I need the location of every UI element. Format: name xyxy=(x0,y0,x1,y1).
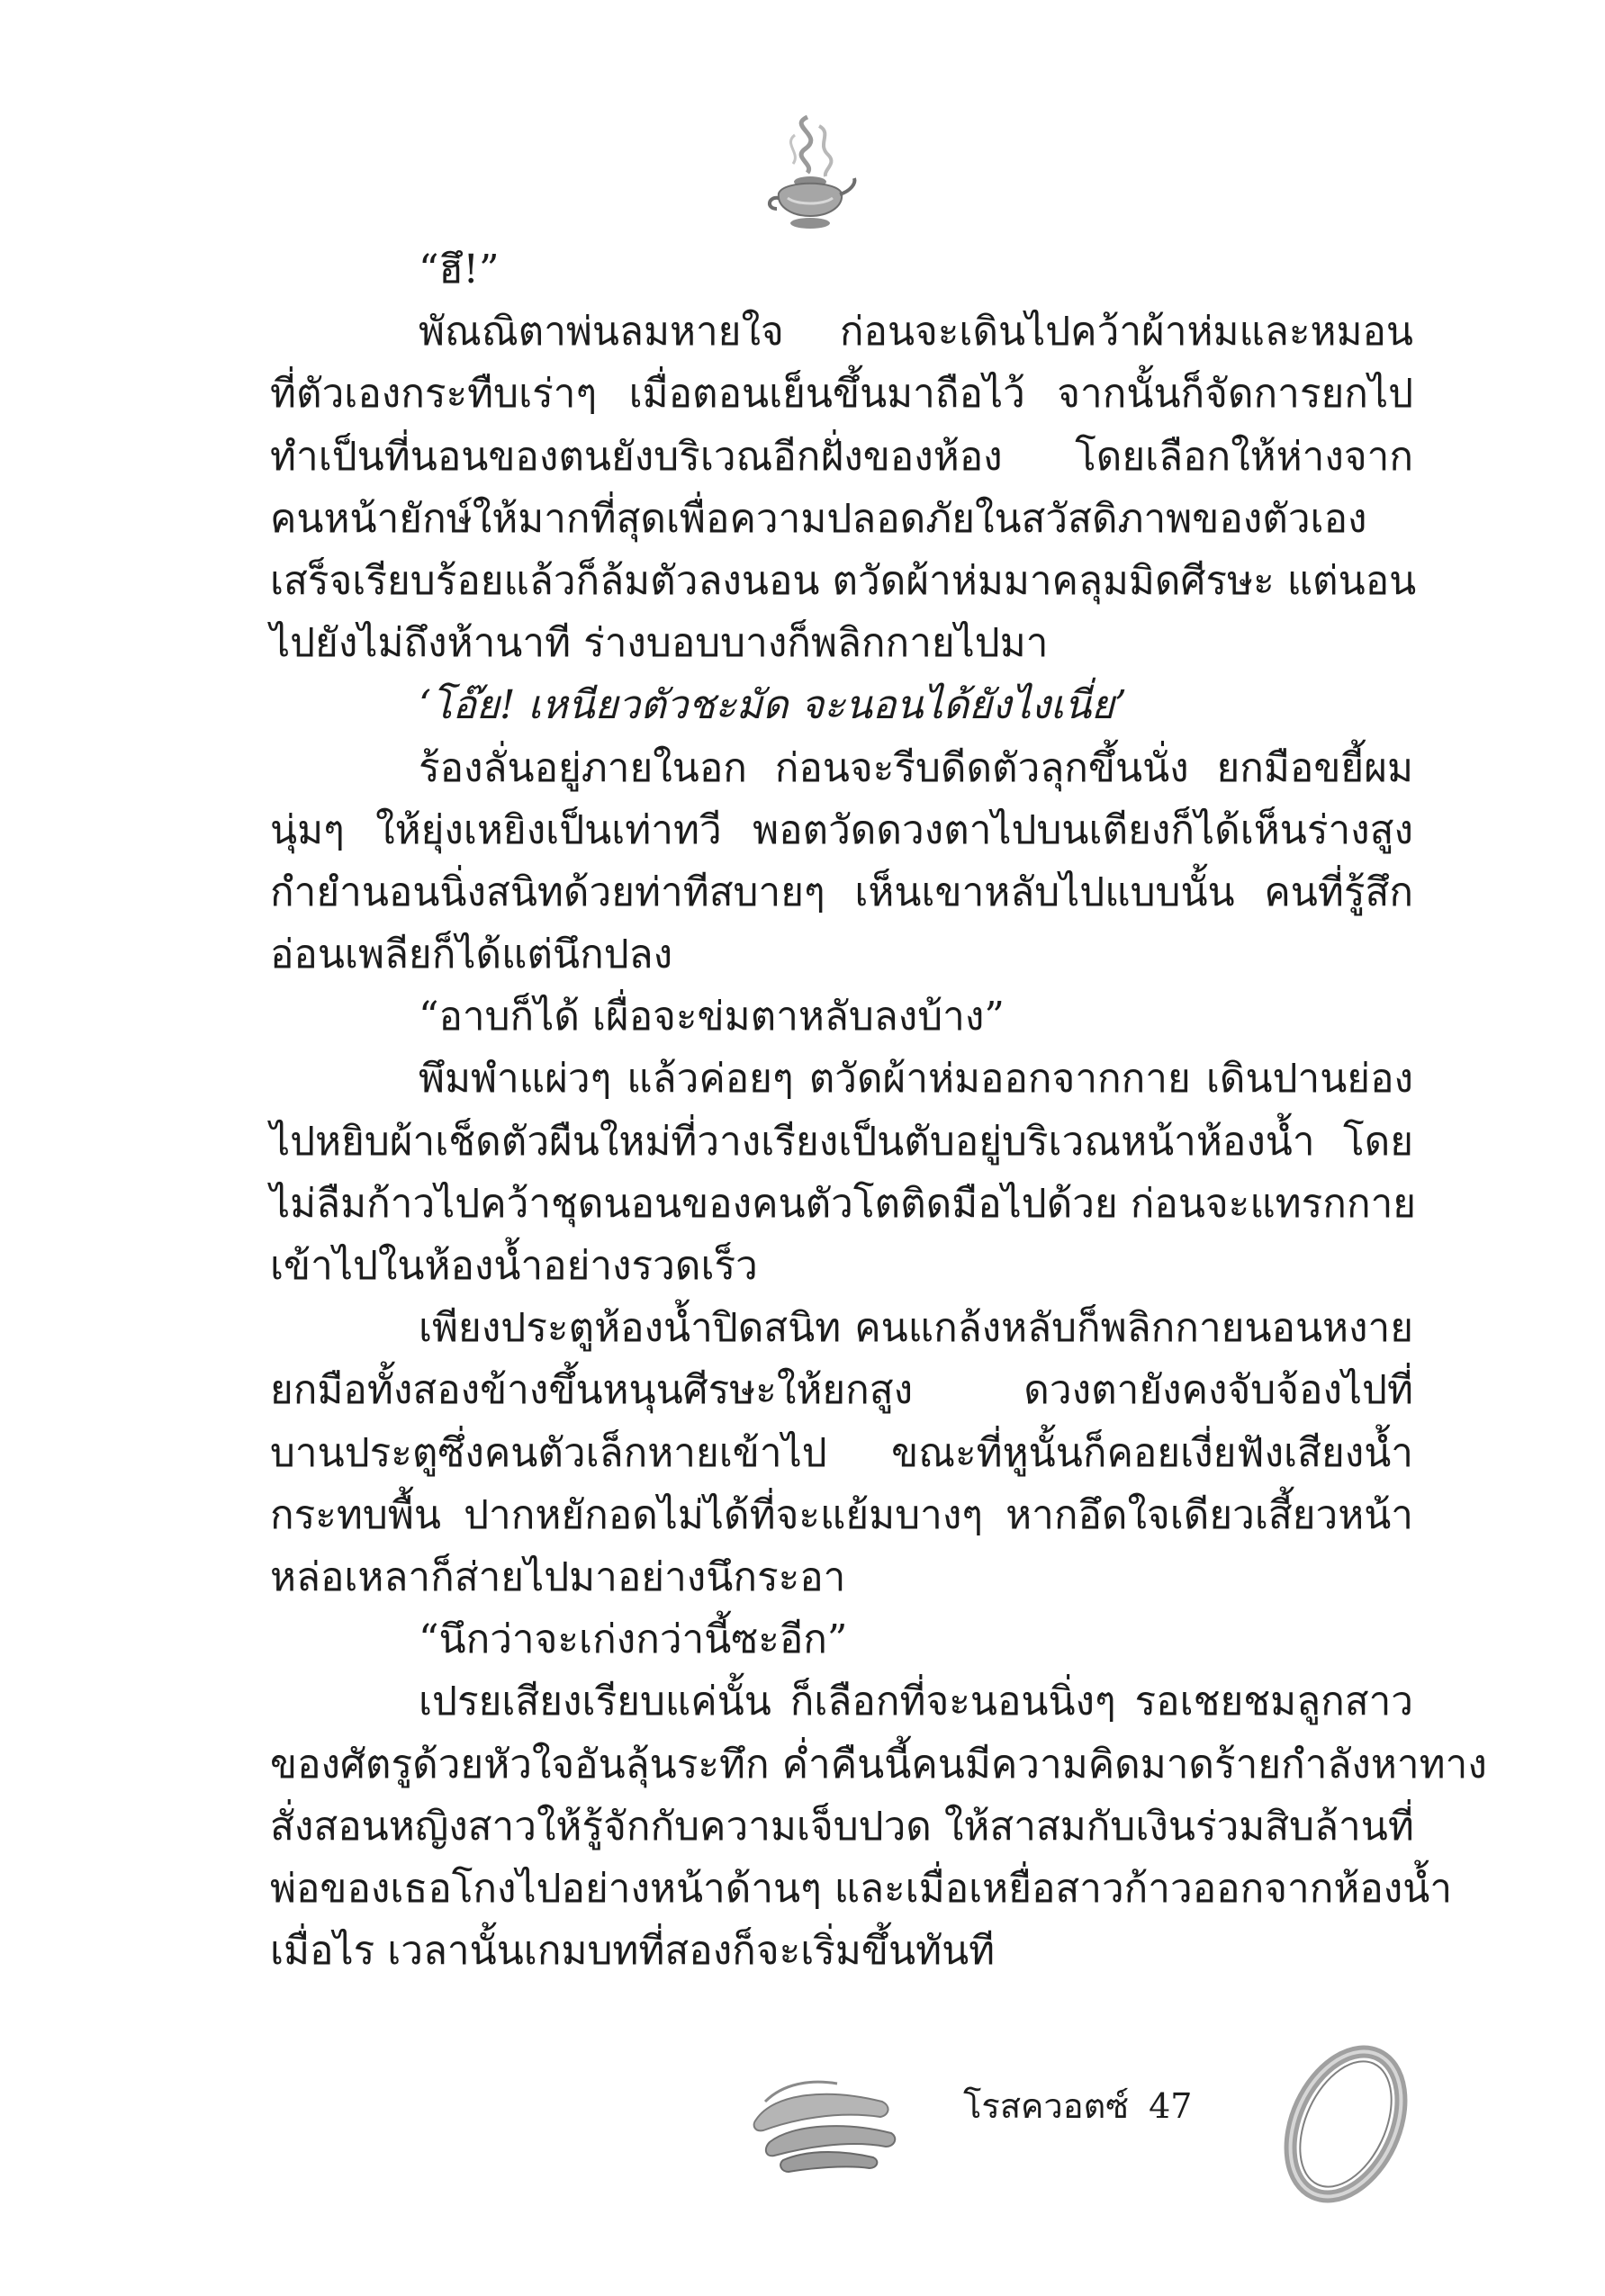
paragraph-line: ที่ตัวเองกระทืบเร่าๆ เมื่อตอนเย็นขึ้นมาถือไว้ จากนั้นก็จัดการยกไป xyxy=(270,371,1413,418)
paragraph-line: เมื่อไร เวลานั้นเกมบทที่สองก็จะเริ่มขึ้นทันที xyxy=(270,1928,996,1975)
paragraph-line: ของศัตรูด้วยหัวใจอันลุ้นระทึก ค่ำคืนนี้คนมีความคิดมาดร้ายกำลังหาทาง xyxy=(270,1741,1487,1787)
page-number: 47 xyxy=(1149,2086,1193,2126)
paragraph-line: สั่งสอนหญิงสาวให้รู้จักกับความเจ็บปวด ให้สาสมกับเงินร่วมสิบล้านที่ xyxy=(270,1803,1414,1850)
paragraph-line: ไปหยิบผ้าเช็ดตัวผืนใหม่ที่วางเรียงเป็นตับอยู่บริเวณหน้าห้องน้ำ โดย xyxy=(270,1118,1413,1165)
dialogue-line: “นึกว่าจะเก่งกว่านี้ซะอีก” xyxy=(419,1616,848,1663)
book-title: โรสควอตซ์ xyxy=(963,2086,1130,2126)
paragraph-line: พ่อของเธอโกงไปอย่างหน้าด้านๆ และเมื่อเหยื่อสาวก้าวออกจากห้องน้ำ xyxy=(270,1865,1453,1912)
body-text xyxy=(270,239,1487,1982)
paragraph-line: อ่อนเพลียก็ได้แต่นึกปลง xyxy=(270,932,673,978)
paragraph-line: พัณณิตาพ่นลมหายใจ ก่อนจะเดินไปคว้าผ้าห่มและหมอน xyxy=(419,309,1413,356)
paragraph-line: หล่อเหลาก็ส่ายไปมาอย่างนึกระอา xyxy=(270,1553,846,1600)
paragraph-line: ร้องลั่นอยู่ภายในอก ก่อนจะรีบดีดตัวลุกขึ้นนั่ง ยกมือขยี้ผม xyxy=(419,744,1413,791)
paragraph-line: เปรยเสียงเรียบแค่นั้น ก็เลือกที่จะนอนนิ่งๆ รอเชยชมลูกสาว xyxy=(419,1679,1413,1725)
paragraph-line: พึมพำแผ่วๆ แล้วค่อยๆ ตวัดผ้าห่มออกจากกาย เดินปานย่อง xyxy=(419,1056,1413,1103)
paragraph-line: “ฮึ!” xyxy=(419,247,500,293)
paragraph-line: ยกมือทั้งสองข้างขึ้นหนุนศีรษะให้ยกสูง ดวงตายังคงจับจ้องไปที่ xyxy=(270,1367,1413,1414)
paragraph-line: คนหน้ายักษ์ให้มากที่สุดเพื่อความปลอดภัยในสวัสดิภาพของตัวเอง xyxy=(270,495,1367,542)
thought-line: ‘โอ๊ย! เหนียวตัวชะมัด จะนอนได้ยังไงเนี่ย’ xyxy=(419,682,1127,729)
paragraph-line: เข้าไปในห้องน้ำอย่างรวดเร็ว xyxy=(270,1243,758,1289)
paragraph-line: ทำเป็นที่นอนของตนยังบริเวณอีกฝั่งของห้อง โดยเลือกให้ห่างจาก xyxy=(270,433,1413,480)
paragraph-line: เพียงประตูห้องน้ำปิดสนิท คนแกล้งหลับก็พลิกกายนอนหงาย xyxy=(419,1305,1413,1352)
paragraph-line: กระทบพื้น ปากหยักอดไม่ได้ที่จะแย้มบางๆ หากอึดใจเดียวเสี้ยวหน้า xyxy=(270,1491,1413,1538)
tamarind-icon xyxy=(747,2066,900,2178)
paragraph-line: ไม่ลืมก้าวไปคว้าชุดนอนของคนตัวโตติดมือไปด้วย ก่อนจะแทรกกาย xyxy=(270,1180,1417,1227)
paragraph-line: เสร็จเรียบร้อยแล้วก็ล้มตัวลงนอน ตวัดผ้าห่มมาคลุมมิดศีรษะ แต่นอน xyxy=(270,557,1417,604)
dialogue-line: “อาบก็ได้ เผื่อจะข่มตาหลับลงบ้าง” xyxy=(419,994,1005,1040)
ring-icon xyxy=(1269,2034,1413,2223)
paragraph-line: นุ่มๆ ให้ยุ่งเหยิงเป็นเท่าทวี พอตวัดดวงตาไปบนเตียงก็ได้เห็นร่างสูง xyxy=(270,806,1413,853)
paragraph-line: บานประตูซึ่งคนตัวเล็กหายเข้าไป ขณะที่หูนั้นก็คอยเงี่ยฟังเสียงน้ำ xyxy=(270,1429,1413,1476)
paragraph-line: กำยำนอนนิ่งสนิทด้วยท่าทีสบายๆ เห็นเขาหลับไปแบบนั้น คนที่รู้สึก xyxy=(270,869,1413,915)
magic-lamp-icon xyxy=(761,108,860,239)
page-footer xyxy=(963,2079,1192,2133)
paragraph-line: ไปยังไม่ถึงห้านาที ร่างบอบบางก็พลิกกายไปมา xyxy=(270,620,1049,667)
